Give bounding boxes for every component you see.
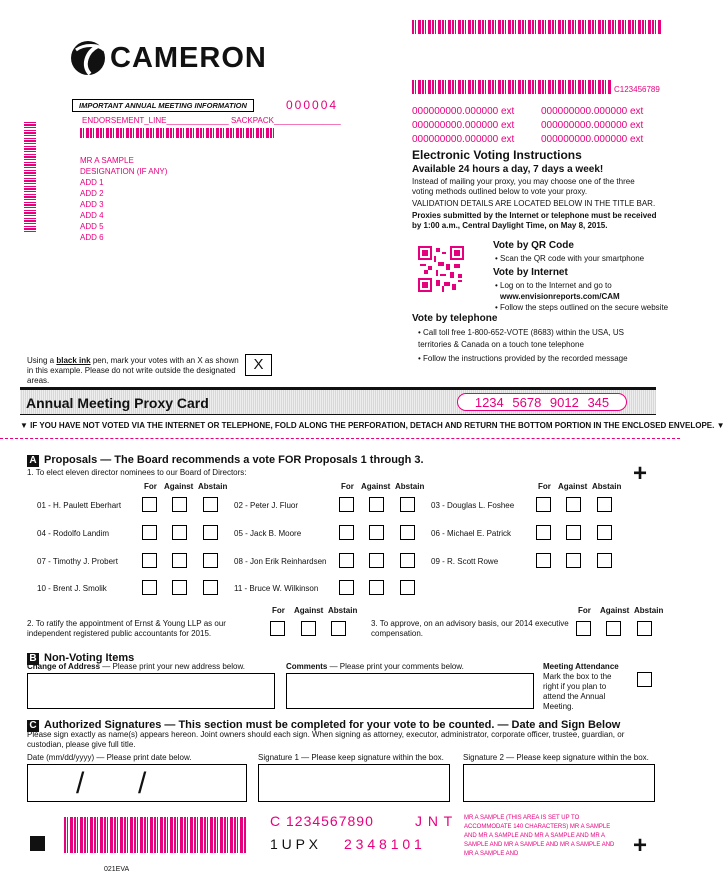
voting-title: Electronic Voting Instructions xyxy=(412,148,582,162)
phone-bullet-2: • Follow the instructions provided by the recorded message xyxy=(418,354,628,364)
meeting-info-label: IMPORTANT ANNUAL MEETING INFORMATION xyxy=(72,99,254,112)
vote-for-checkbox[interactable] xyxy=(142,497,157,512)
signature-1-field[interactable] xyxy=(258,764,450,802)
sample-name-area: MR A SAMPLE (THIS AREA IS SET UP TO ACCOMMODATE 140 CHARACTERS) MR A SAMPLE AND MR A SAMPLE AND MR A SAMPLE AND MR A SAMPLE AND MR A SAMPLE AND MR A SAMPLE AND MR A SAMPLE AND xyxy=(464,815,615,857)
signature-2-label: Signature 2 — Please keep signature within the box. xyxy=(463,753,649,762)
col-against: Against xyxy=(294,606,324,615)
col-abstain: Abstain xyxy=(592,482,622,491)
vote-for-checkbox[interactable] xyxy=(142,580,157,595)
vote-for-checkbox[interactable] xyxy=(536,525,551,540)
vote-against-checkbox[interactable] xyxy=(369,525,384,540)
control-number: C 1234567890 xyxy=(270,813,374,829)
account-barcode xyxy=(412,80,612,94)
internet-title: Vote by Internet xyxy=(493,267,568,278)
date-slash: / xyxy=(76,767,85,800)
col-against: Against xyxy=(164,482,194,491)
account-code: C123456789 xyxy=(614,85,660,94)
nominee-label: 07 - Timothy J. Probert xyxy=(37,557,118,566)
vote-against-checkbox[interactable] xyxy=(369,497,384,512)
vote-for-checkbox[interactable] xyxy=(536,497,551,512)
vote-against-checkbox[interactable] xyxy=(172,553,187,568)
cameron-logo xyxy=(68,36,268,80)
section-b-title: Non-Voting Items xyxy=(44,652,135,664)
vote-against-checkbox[interactable] xyxy=(369,553,384,568)
col-against: Against xyxy=(600,606,630,615)
internet-bullet-2: • Follow the steps outlined on the secure website xyxy=(495,303,668,313)
date-slash: / xyxy=(138,767,147,800)
triangle-down-icon: ▼ xyxy=(716,421,725,430)
fold-instruction: IF YOU HAVE NOT VOTED VIA THE INTERNET OR TELEPHONE, FOLD ALONG THE PERFORATION, DETACH AND RETURN THE BOTTOM PORTION IN THE ENCLOSED ENVELOPE. xyxy=(30,421,715,430)
address-line: ADD 2 xyxy=(80,189,104,198)
change-of-address-label xyxy=(27,662,245,672)
top-barcode xyxy=(412,20,662,34)
col-for: For xyxy=(341,482,354,491)
col-abstain: Abstain xyxy=(395,482,425,491)
sequence-number: 000004 xyxy=(286,98,339,112)
proposal-3-against-checkbox[interactable] xyxy=(606,621,621,636)
jnt-code: J N T xyxy=(415,813,454,829)
nominee-label: 06 - Michael E. Patrick xyxy=(431,529,512,538)
internet-bullet-1: • Log on to the Internet and go to xyxy=(495,281,612,291)
proposal-2-for-checkbox[interactable] xyxy=(270,621,285,636)
attendance-checkbox[interactable] xyxy=(637,672,652,687)
serial-number: 2 3 4 8 1 0 1 xyxy=(344,836,422,852)
comments-label-text: — Please print your comments below. xyxy=(327,662,464,671)
address-line: ADD 3 xyxy=(80,200,104,209)
vote-abstain-checkbox[interactable] xyxy=(597,525,612,540)
vote-for-checkbox[interactable] xyxy=(142,553,157,568)
attendance-text: Mark the box to the right if you plan to attend the Annual Meeting. xyxy=(543,672,612,711)
vote-for-checkbox[interactable] xyxy=(536,553,551,568)
address-line: ADD 6 xyxy=(80,233,104,242)
vote-abstain-checkbox[interactable] xyxy=(400,553,415,568)
nominee-label: 01 - H. Paulett Eberhart xyxy=(37,501,122,510)
voting-intro: Instead of mailing your proxy, you may choose one of the three voting methods outlined below to vote your proxy. xyxy=(412,177,635,196)
plus-mark: + xyxy=(633,460,648,487)
proposal-2-abstain-checkbox[interactable] xyxy=(331,621,346,636)
section-letter: B xyxy=(27,653,39,665)
proposal-2-against-checkbox[interactable] xyxy=(301,621,316,636)
cameron-logo-icon xyxy=(68,36,112,80)
col-against: Against xyxy=(558,482,588,491)
ext-lines-col1 xyxy=(412,105,514,147)
meeting-attendance xyxy=(543,662,627,712)
phone-title: Vote by telephone xyxy=(412,313,498,324)
logo-text: CAMERON xyxy=(110,42,267,74)
proposal-3-for-checkbox[interactable] xyxy=(576,621,591,636)
title-bar xyxy=(20,387,656,415)
vote-abstain-checkbox[interactable] xyxy=(203,580,218,595)
vote-abstain-checkbox[interactable] xyxy=(400,525,415,540)
registration-square xyxy=(30,836,45,851)
signature-2-field[interactable] xyxy=(463,764,655,802)
col-for: For xyxy=(144,482,157,491)
comments-label xyxy=(286,662,464,672)
mailing-address xyxy=(80,155,167,243)
proposal-1-text: 1. To elect eleven director nominees to our Board of Directors: xyxy=(27,468,247,477)
perforation-line xyxy=(0,438,680,439)
nominee-label: 02 - Peter J. Fluor xyxy=(234,501,299,510)
ink-instruction xyxy=(27,356,239,386)
internet-url[interactable]: www.envisionreports.com/CAM xyxy=(500,292,620,301)
form-code: 1 U P X xyxy=(270,836,318,852)
deadline-note: Proxies submitted by the Internet or telephone must be received by 1:00 a.m., Central Daylight Time, on May 8, 2015. xyxy=(412,211,657,230)
nominee-label: 03 - Douglas L. Foshee xyxy=(431,501,515,510)
proposal-3-text: 3. To approve, on an advisory basis, our 2014 executive compensation. xyxy=(371,619,569,638)
phone-bullet-1: • Call toll free 1-800-652-VOTE (8683) within the USA, US territories & Canada on a touch tone telephone xyxy=(418,327,658,351)
vote-abstain-checkbox[interactable] xyxy=(400,497,415,512)
proposal-3-abstain-checkbox[interactable] xyxy=(637,621,652,636)
ink-note-pre: Using a xyxy=(27,356,57,365)
vote-against-checkbox[interactable] xyxy=(172,580,187,595)
footer-barcode xyxy=(64,817,246,853)
section-letter: A xyxy=(27,455,39,467)
vote-for-checkbox[interactable] xyxy=(339,497,354,512)
endorsement-line: ENDORSEMENT_LINE______________ SACKPACK_______________ xyxy=(82,116,341,125)
postal-barcode xyxy=(80,128,276,138)
address-label-text: — Please print your new address below. xyxy=(100,662,246,671)
voting-subtitle: Available 24 hours a day, 7 days a week! xyxy=(412,164,604,175)
attendance-title: Meeting Attendance xyxy=(543,662,619,671)
ext-line: 000000000.000000 ext xyxy=(412,106,515,117)
signature-instructions: Please sign exactly as name(s) appears hereon. Joint owners should each sign. When signing as attorney, executor, administrator, corporate officer, trustee, guardian, or custodian, please give full title. xyxy=(27,730,625,749)
vote-abstain-checkbox[interactable] xyxy=(597,497,612,512)
section-c-title: Authorized Signatures — This section must be completed for your vote to be counted. — Date and Sign Below xyxy=(44,719,621,731)
side-barcode xyxy=(24,122,36,234)
col-for: For xyxy=(272,606,285,615)
vote-abstain-checkbox[interactable] xyxy=(203,553,218,568)
ext-line: 000000000.000000 ext xyxy=(541,106,644,117)
footer-plus-mark: + xyxy=(633,832,648,859)
ext-line: 000000000.000000 ext xyxy=(412,134,515,145)
vote-abstain-checkbox[interactable] xyxy=(203,497,218,512)
address-line: ADD 4 xyxy=(80,211,104,220)
nominee-label: 11 - Bruce W. Wilkinson xyxy=(234,584,319,593)
col-against: Against xyxy=(361,482,391,491)
date-field[interactable] xyxy=(27,764,247,802)
vote-abstain-checkbox[interactable] xyxy=(203,525,218,540)
vote-abstain-checkbox[interactable] xyxy=(400,580,415,595)
vote-against-checkbox[interactable] xyxy=(566,553,581,568)
address-line: ADD 1 xyxy=(80,178,104,187)
qr-bullet: • Scan the QR code with your smartphone xyxy=(495,254,644,264)
address-line: DESIGNATION (IF ANY) xyxy=(80,167,168,176)
nominee-label: 05 - Jack B. Moore xyxy=(234,529,302,538)
vote-against-checkbox[interactable] xyxy=(566,497,581,512)
vote-against-checkbox[interactable] xyxy=(369,580,384,595)
vote-abstain-checkbox[interactable] xyxy=(597,553,612,568)
date-label: Date (mm/dd/yyyy) — Please print date below. xyxy=(27,753,192,762)
section-a-title: Proposals — The Board recommends a vote FOR Proposals 1 through 3. xyxy=(44,454,424,466)
ink-note-bold: black ink xyxy=(56,356,91,365)
vote-against-checkbox[interactable] xyxy=(172,497,187,512)
vote-against-checkbox[interactable] xyxy=(566,525,581,540)
qr-title: Vote by QR Code xyxy=(493,240,574,251)
col-abstain: Abstain xyxy=(198,482,228,491)
vote-for-checkbox[interactable] xyxy=(339,580,354,595)
triangle-down-icon: ▼ xyxy=(20,421,28,430)
qr-code xyxy=(418,246,464,292)
col-abstain: Abstain xyxy=(634,606,664,615)
comments-field[interactable] xyxy=(286,673,534,709)
nominee-label: 10 - Brent J. Smolik xyxy=(37,584,107,593)
change-of-address-field[interactable] xyxy=(27,673,275,709)
form-id: 021EVA xyxy=(104,866,130,873)
validation-number-box xyxy=(457,393,627,411)
ext-lines-col2 xyxy=(541,105,643,147)
example-mark-box xyxy=(245,354,272,376)
ext-line: 000000000.000000 ext xyxy=(412,120,515,131)
address-label-bold: Change of Address xyxy=(27,662,101,671)
section-a-header xyxy=(27,450,424,468)
nominee-label: 09 - R. Scott Rowe xyxy=(431,557,499,566)
nominee-label: 04 - Rodolfo Landim xyxy=(37,529,110,538)
col-for: For xyxy=(538,482,551,491)
validation-note: VALIDATION DETAILS ARE LOCATED BELOW IN THE TITLE BAR. xyxy=(412,199,656,208)
fold-instruction-row xyxy=(20,421,725,430)
ext-line: 000000000.000000 ext xyxy=(541,120,644,131)
ink-note-post: pen, mark your votes with an X as shown in this example. Please do not write outside the designated areas. xyxy=(27,356,239,385)
card-title: Annual Meeting Proxy Card xyxy=(26,395,209,411)
ext-line: 000000000.000000 ext xyxy=(541,134,644,145)
comments-label-bold: Comments xyxy=(286,662,328,671)
signature-1-label: Signature 1 — Please keep signature within the box. xyxy=(258,753,444,762)
validation-number: 1234 5678 9012 345 xyxy=(474,395,610,410)
nominee-label: 08 - Jon Erik Reinhardsen xyxy=(234,557,327,566)
vote-for-checkbox[interactable] xyxy=(142,525,157,540)
vote-for-checkbox[interactable] xyxy=(339,525,354,540)
col-abstain: Abstain xyxy=(328,606,358,615)
example-mark: X xyxy=(253,356,264,373)
vote-against-checkbox[interactable] xyxy=(172,525,187,540)
section-letter: C xyxy=(27,720,39,732)
proposal-2-text: 2. To ratify the appointment of Ernst & Young LLP as our independent registered public accountants for 2015. xyxy=(27,619,226,638)
vote-for-checkbox[interactable] xyxy=(339,553,354,568)
address-line: ADD 5 xyxy=(80,222,104,231)
address-line: MR A SAMPLE xyxy=(80,156,134,165)
col-for: For xyxy=(578,606,591,615)
